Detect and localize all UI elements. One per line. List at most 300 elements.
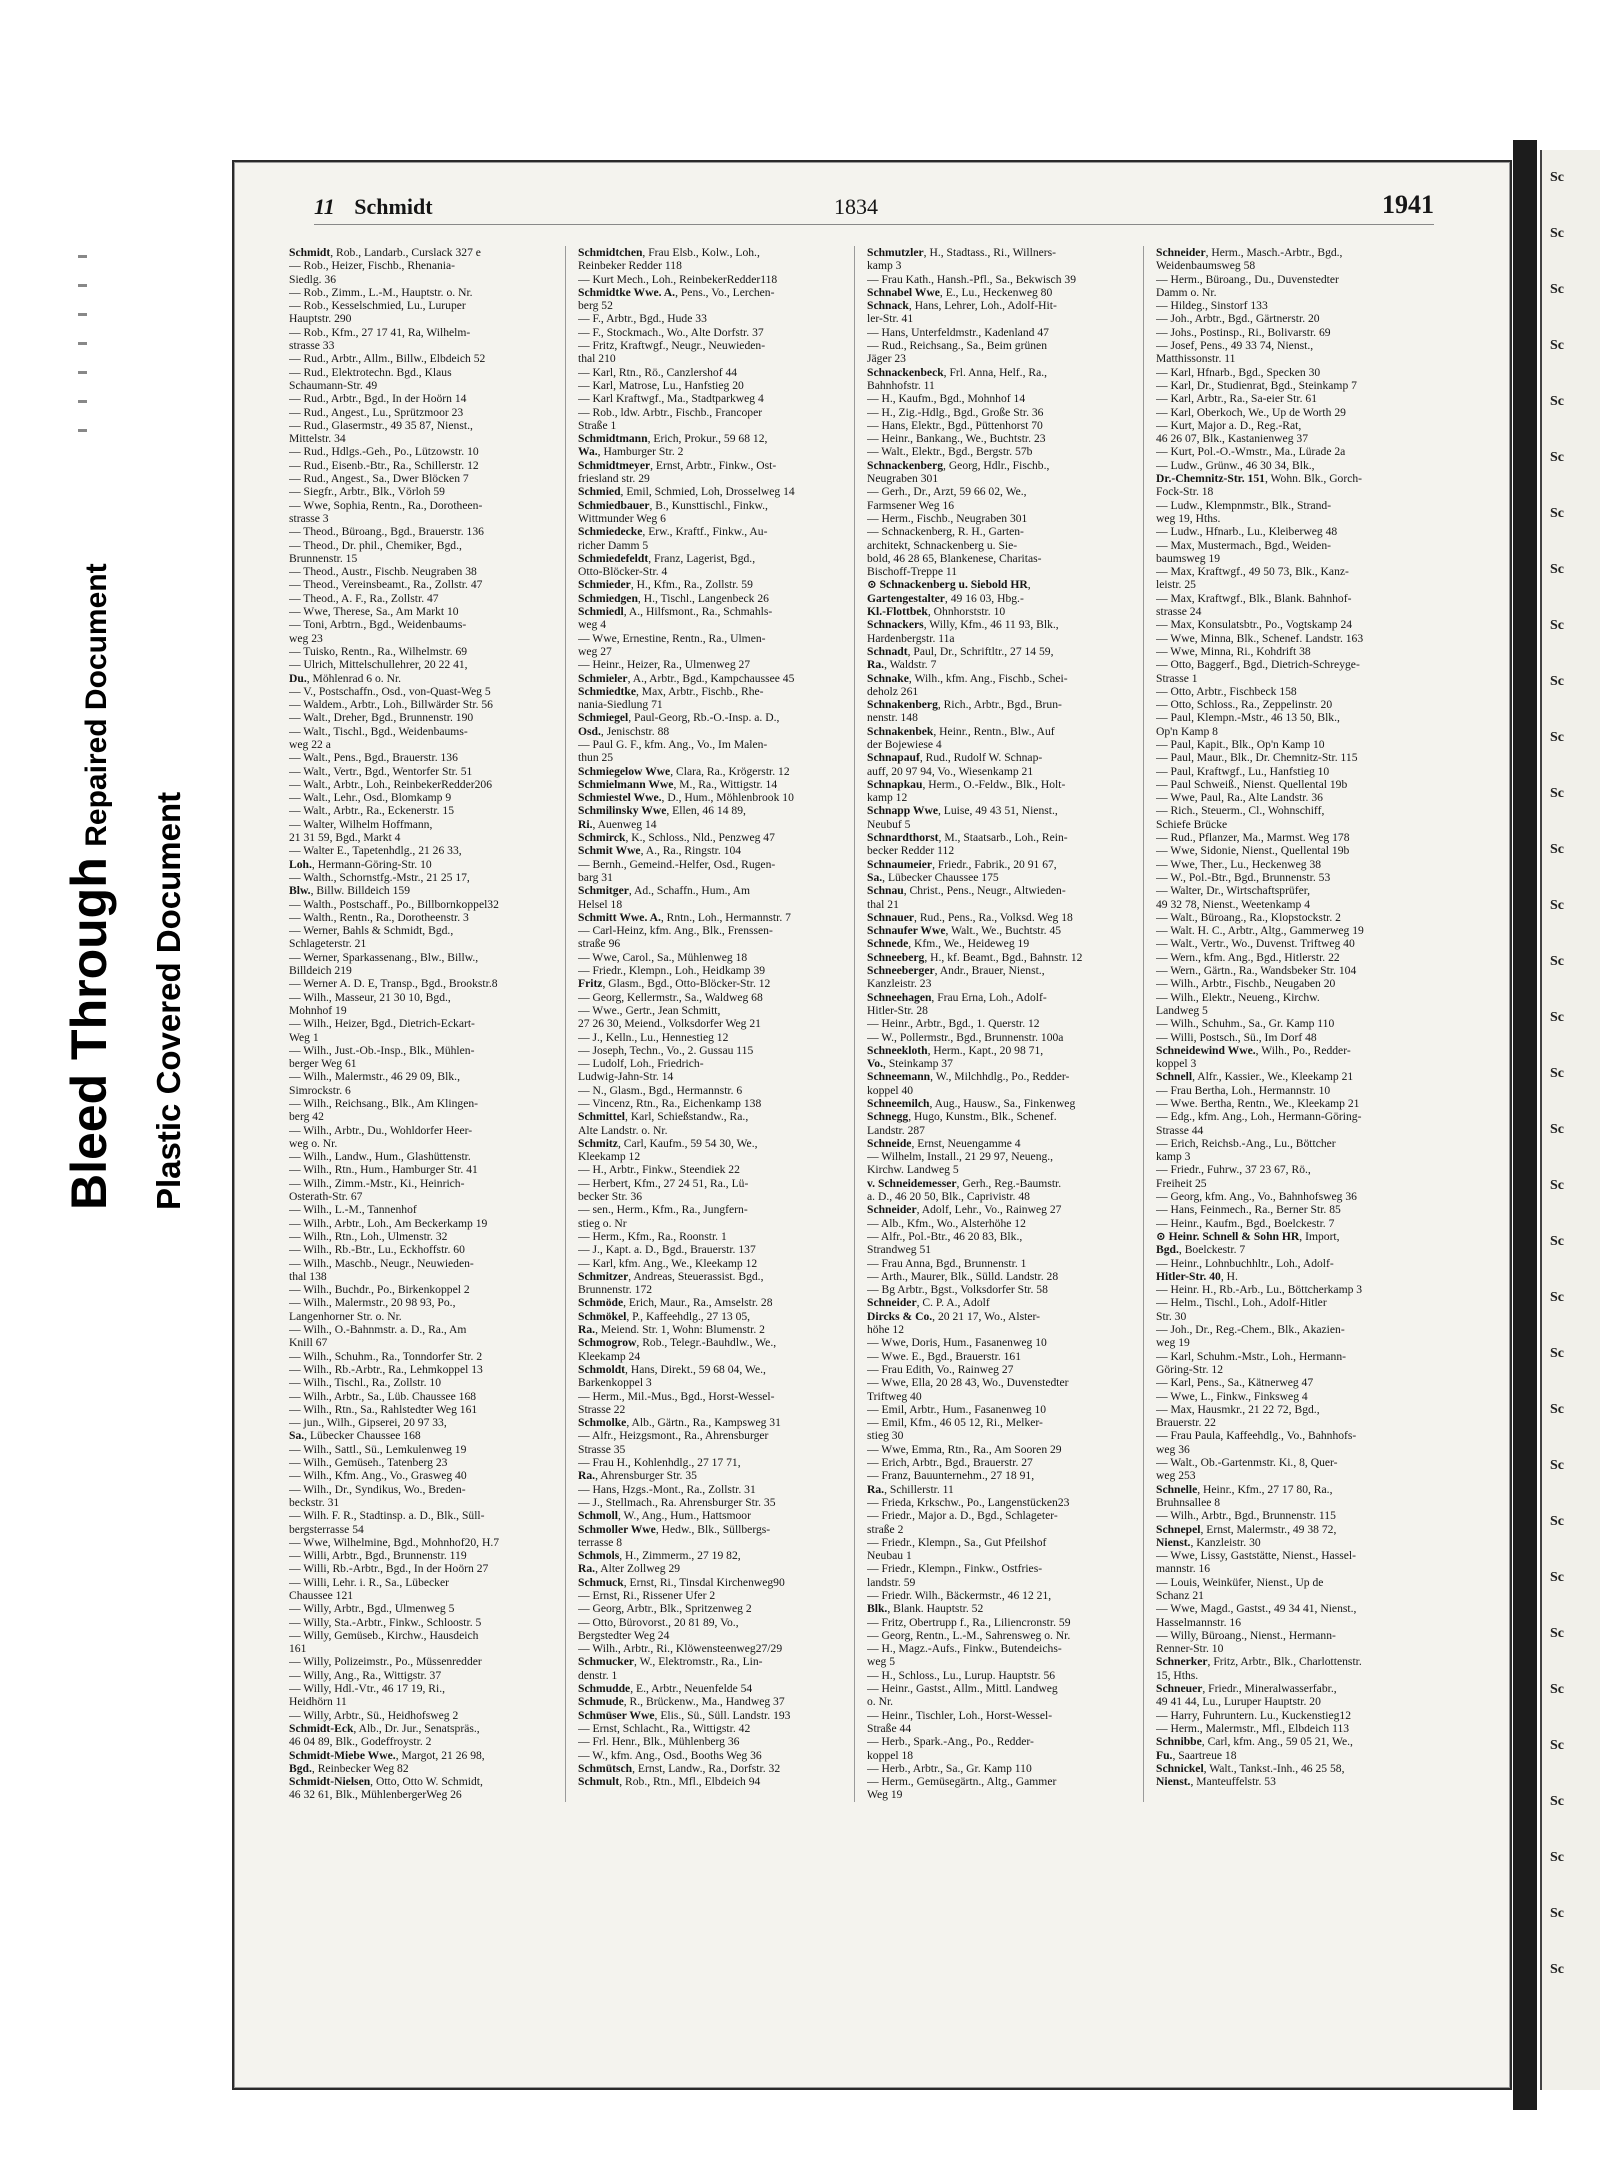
directory-entry-line: — Walt., Vertr., Bgd., Wentorfer Str. 51 — [289, 764, 473, 778]
directory-entry-line: Schmuck, Ernst, Ri., Tinsdal Kirchenweg90 — [578, 1575, 785, 1589]
directory-entry-line: — Carl-Heinz, kfm. Ang., Blk., Frenssen- — [578, 924, 773, 938]
directory-entry-line: 49 41 44, Lu., Luruper Hauptstr. 20 — [1156, 1695, 1321, 1709]
directory-entry-line: baumsweg 19 — [1156, 551, 1221, 565]
next-page-letter: Sc — [1550, 1234, 1564, 1249]
directory-entry-line: — Rud., Eisenb.-Btr., Ra., Schillerstr. 12 — [289, 458, 479, 472]
next-page-letter: Sc — [1550, 226, 1564, 241]
directory-entry-line: Schmütsch, Ernst, Landw., Ra., Dorfstr. 32 — [578, 1761, 781, 1775]
directory-entry-line: — Wilh., Elektr., Neueng., Kirchw. — [1156, 990, 1320, 1004]
directory-entry-line: — Georg, Arbtr., Blk., Spritzenweg 2 — [578, 1602, 752, 1616]
margin-dashes — [78, 255, 108, 458]
directory-entry-line: — Wwe, Magd., Gastst., 49 34 41, Nienst., — [1156, 1602, 1357, 1616]
directory-entry-line: Strandweg 51 — [867, 1243, 932, 1257]
directory-entry-line: Schmudde, E., Arbtr., Neuenfelde 54 — [578, 1682, 753, 1696]
directory-entry-line: — Georg, Kellermstr., Sa., Waldweg 68 — [578, 990, 763, 1004]
directory-entry-line: — Willy, Hdl.-Vtr., 46 17 19, Ri., — [289, 1682, 446, 1696]
directory-entry-line: — Herm., Büroang., Du., Duvenstedter — [1156, 272, 1339, 286]
directory-entry-line: — Helm., Tischl., Loh., Adolf-Hitler — [1156, 1296, 1327, 1310]
directory-entry-line: — Wwe. E., Bgd., Brauerstr. 161 — [867, 1349, 1022, 1363]
directory-entry-line: höhe 12 — [867, 1323, 905, 1337]
directory-entry-line: becker Str. 36 — [578, 1190, 643, 1204]
next-page-letter: Sc — [1550, 786, 1564, 801]
next-page-letter: Sc — [1550, 1906, 1564, 1921]
directory-entry-line: Schmidtmeyer, Ernst, Arbtr., Finkw., Ost- — [578, 458, 777, 472]
directory-entry-line: — Walt., Büroang., Ra., Klopstockstr. 2 — [1156, 910, 1341, 924]
directory-entry-line: — Toni, Arbtrn., Bgd., Weidenbaums- — [289, 618, 467, 632]
next-page-letter: Sc — [1550, 898, 1564, 913]
directory-entry-line: — Rud., Hdlgs.-Geh., Po., Lützowstr. 10 — [289, 445, 479, 459]
directory-entry-line: — Siegfr., Arbtr., Blk., Vörloh 59 — [289, 485, 445, 499]
directory-entry-line: — Willy, Ang., Ra., Wittigstr. 37 — [289, 1668, 442, 1682]
directory-entry-line: 46 04 89, Blk., Godeffroystr. 2 — [289, 1735, 432, 1749]
next-page-letter: Sc — [1550, 674, 1564, 689]
directory-entry-line: — Willy, Sta.-Arbtr., Finkw., Schloostr. 5 — [289, 1615, 482, 1629]
directory-entry-line: Gartengestalter, 49 16 03, Hbg.- — [867, 591, 1024, 605]
directory-entry-line: strasse 33 — [289, 339, 335, 353]
directory-entry-line: — Max, Kraftwgf., Blk., Blank. Bahnhof- — [1156, 591, 1352, 605]
directory-entry-line: — Willi, Arbtr., Bgd., Brunnenstr. 119 — [289, 1549, 467, 1563]
directory-entry-line: Schmieler, A., Arbtr., Bgd., Kampchaussee 45 — [578, 671, 795, 685]
directory-entry-line: — Frl. Henr., Blk., Mühlenberg 36 — [578, 1735, 740, 1749]
directory-entry-line: Hasselmannstr. 16 — [1156, 1615, 1242, 1629]
directory-entry-line: — Louis, Weinküfer, Nienst., Up de — [1156, 1575, 1324, 1589]
directory-entry-line: — W., Pol.-Btr., Bgd., Brunnenstr. 53 — [1156, 870, 1331, 884]
directory-entry-line: — Frau Paula, Kaffeehdlg., Vo., Bahnhofs- — [1156, 1429, 1357, 1443]
directory-entry-line: — Wilh., Gemüseh., Tatenberg 23 — [289, 1456, 448, 1470]
directory-entry-line: Schnackers, Willy, Kfm., 46 11 93, Blk., — [867, 618, 1059, 632]
directory-entry-line: Nienst., Manteuffelstr. 53 — [1156, 1775, 1276, 1789]
directory-entry-line: 27 26 30, Meiend., Volksdorfer Weg 21 — [578, 1017, 761, 1031]
directory-entry-line: Schnede, Kfm., We., Heideweg 19 — [867, 937, 1030, 951]
directory-entry-line: — Frau Edith, Vo., Rainweg 27 — [867, 1362, 1014, 1376]
directory-entry-line: 49 32 78, Nienst., Weetenkamp 4 — [1156, 897, 1311, 911]
directory-entry-line: Schnelle, Heinr., Kfm., 27 17 80, Ra., — [1156, 1482, 1333, 1496]
directory-entry-line: Schmiedecke, Erw., Kraftf., Finkw., Au- — [578, 525, 768, 539]
directory-entry-line: — Karl, Matrose, Lu., Hanfstieg 20 — [578, 378, 744, 392]
directory-entry-line: strasse 3 — [289, 511, 329, 525]
directory-entry-line: Schmüser Wwe, Elis., Sü., Süll. Landstr. 193 — [578, 1708, 791, 1722]
directory-entry-line: — Herbert, Kfm., 27 24 51, Ra., Lü- — [578, 1176, 749, 1190]
directory-entry-line: — Karl, kfm. Ang., We., Kleekamp 12 — [578, 1256, 758, 1270]
directory-entry-line: Brunnenstr. 15 — [289, 551, 358, 565]
directory-entry-line: — Werner, Sparkassenang., Blw., Billw., — [289, 950, 479, 964]
condition-stamp — [60, 563, 187, 1210]
directory-entry-line: — Walter E., Tapetenhdlg., 21 26 33, — [289, 844, 462, 858]
next-page-letter: Sc — [1550, 394, 1564, 409]
directory-entry-line: — Wwe, Sidonie, Nienst., Quellental 19b — [1156, 844, 1350, 858]
directory-entry-line: — Waldem., Arbtr., Loh., Billwärder Str. 56 — [289, 698, 493, 712]
directory-entry-line: Schnegg, Hugo, Kunstm., Blk., Schenef. — [867, 1110, 1057, 1124]
directory-entry-line: — Fritz, Obertrupp f., Ra., Liliencronstr. 59 — [867, 1615, 1071, 1629]
directory-entry-line: Schmoldt, Hans, Direkt., 59 68 04, We., — [578, 1362, 766, 1376]
directory-entry-line: — Wilh., Maschb., Neugr., Neuwieden- — [289, 1256, 474, 1270]
directory-entry-line: Weg 19 — [867, 1788, 903, 1802]
directory-entry-line: Schmidt-Miebe Wwe., Margot, 21 26 98, — [289, 1748, 485, 1762]
directory-entry-line: Farmsener Weg 16 — [867, 498, 955, 512]
directory-entry-line: — Wilh., Just.-Ob.-Insp., Blk., Mühlen- — [289, 1043, 475, 1057]
directory-entry-line: Schnaumeier, Friedr., Fabrik., 20 91 67, — [867, 857, 1057, 871]
directory-entry-line: Neubau 1 — [867, 1549, 912, 1563]
directory-entry-line: — Walt. H. C., Arbtr., Altg., Gammerweg 19 — [1156, 924, 1364, 938]
directory-entry-line: Schneemilch, Aug., Hausw., Sa., Finkenweg — [867, 1097, 1076, 1110]
directory-entry-line: weg 22 a — [289, 737, 331, 751]
directory-entry-line: — Edg., kfm. Ang., Loh., Hermann-Göring- — [1156, 1110, 1362, 1124]
directory-entry-line: Sa., Lübecker Chaussee 168 — [289, 1429, 421, 1443]
directory-entry-line: Hitler-Str. 28 — [867, 1003, 928, 1017]
directory-column-4 — [1156, 246, 1433, 1802]
directory-entry-line: — Walt., Vertr., Wo., Duvenst. Triftweg 40 — [1156, 937, 1355, 951]
directory-entry-line: — Herm., Fischb., Neugraben 301 — [867, 511, 1028, 525]
directory-entry-line: — Heinr., Arbtr., Bgd., 1. Querstr. 12 — [867, 1017, 1040, 1031]
directory-entry-line: — Wwe, Minna, Blk., Schenef. Landstr. 163 — [1156, 631, 1364, 645]
directory-entry-line: Schmiedefeldt, Franz, Lagerist, Bgd., — [578, 551, 756, 565]
directory-entry-line: — Friedr., Klempn., Finkw., Ostfries- — [867, 1562, 1043, 1576]
directory-entry-line: Schmiegelow Wwe, Clara, Ra., Krögerstr. 12 — [578, 764, 790, 778]
directory-entry-line: — H., Magz.-Aufs., Finkw., Butendeichs- — [867, 1642, 1062, 1656]
directory-entry-line: — Frau H., Kohlenhdlg., 27 17 71, — [578, 1456, 741, 1470]
directory-entry-line: — Frau Bertha, Loh., Hermannstr. 10 — [1156, 1083, 1331, 1097]
directory-entry-line: Blw., Billw. Billdeich 159 — [289, 884, 410, 898]
directory-entry-line: — Rud., Angest., Lu., Sprützmoor 23 — [289, 405, 464, 419]
next-page-letter: Sc — [1550, 1682, 1564, 1697]
directory-entry-line: — Theod., Austr., Fischb. Neugraben 38 — [289, 565, 477, 579]
directory-entry-line: — Walter, Wilhelm Hoffmann, — [289, 817, 433, 831]
next-page-letter: Sc — [1550, 1570, 1564, 1585]
directory-entry-line: — Wilh., Arbtr., Sa., Lüb. Chaussee 168 — [289, 1389, 477, 1403]
directory-entry-line: — Willy, Arbtr., Bgd., Ulmenweg 5 — [289, 1602, 455, 1616]
directory-entry-line: — F., Arbtr., Bgd., Hude 33 — [578, 312, 707, 326]
directory-entry-line: Kleekamp 24 — [578, 1349, 641, 1363]
directory-entry-line: deholz 261 — [867, 684, 919, 698]
directory-entry-line: — Walt., Pens., Bgd., Brauerstr. 136 — [289, 751, 458, 765]
directory-entry-line: — Joseph, Techn., Vo., 2. Gussau 115 — [578, 1043, 754, 1057]
directory-entry-line: — Franz, Bauunternehm., 27 18 91, — [867, 1469, 1035, 1483]
next-page-letter: Sc — [1550, 450, 1564, 465]
directory-entry-line: Schnabel Wwe, E., Lu., Heckenweg 80 — [867, 285, 1053, 299]
directory-entry-line: thal 138 — [289, 1269, 327, 1283]
directory-entry-line: — Heinr., Kaufm., Bgd., Boelckestr. 7 — [1156, 1216, 1335, 1230]
directory-entry-line: — Frieda, Krkschw., Po., Langenstücken23 — [867, 1495, 1070, 1509]
directory-entry-line: — Wilh., Dr., Syndikus, Wo., Breden- — [289, 1482, 466, 1496]
directory-entry-line: — F., Stockmach., Wo., Alte Dorfstr. 37 — [578, 325, 764, 339]
page-header-left — [314, 194, 433, 220]
directory-entry-line: — Joh., Arbtr., Bgd., Gärtnerstr. 20 — [1156, 312, 1320, 326]
directory-entry-line: — Rud., Reichsang., Sa., Beim grünen — [867, 339, 1048, 353]
directory-entry-line: Schnell, Alfr., Kassier., We., Kleekamp 21 — [1156, 1070, 1354, 1084]
directory-entry-line: — Walth., Schornstfg.-Mstr., 21 25 17, — [289, 870, 470, 884]
directory-entry-line: — Hans, Feinmech., Ra., Berner Str. 85 — [1156, 1203, 1341, 1217]
directory-entry-line: koppel 18 — [867, 1748, 914, 1762]
directory-entry-line: Schmitzer, Andreas, Steuerassist. Bgd., — [578, 1269, 764, 1283]
directory-entry-line: weg 19, Hths. — [1156, 511, 1221, 525]
directory-entry-line: Schmiedgen, H., Tischl., Langenbeck 26 — [578, 591, 769, 605]
directory-entry-line: — Werner A. D. E, Transp., Bgd., Brookstr.8 — [289, 977, 498, 991]
directory-entry-line: Strasse 22 — [578, 1402, 626, 1416]
directory-entry-line: — Fritz, Kraftwgf., Neugr., Neuwieden- — [578, 339, 766, 353]
directory-entry-line: — Hildeg., Sinstorf 133 — [1156, 299, 1268, 313]
directory-entry-line: Schneider, Adolf, Lehr., Vo., Rainweg 27 — [867, 1203, 1062, 1217]
directory-entry-line: Bahnhofstr. 11 — [867, 378, 935, 392]
directory-column-3 — [867, 246, 1144, 1802]
directory-entry-line: — Ludw., Grünw., 46 30 34, Blk., — [1156, 458, 1315, 472]
directory-entry-line: — Ulrich, Mittelschullehrer, 20 22 41, — [289, 658, 468, 672]
next-page-letter: Sc — [1550, 170, 1564, 185]
directory-entry-line: berg 52 — [578, 299, 613, 313]
directory-entry-line: Schnake, Wilh., kfm. Ang., Fischb., Schei- — [867, 671, 1068, 685]
directory-entry-line: 46 32 61, Blk., MühlenbergerWeg 26 — [289, 1788, 462, 1802]
directory-entry-line: — Wwe., Gertr., Jean Schmitt, — [578, 1003, 721, 1017]
directory-column-2 — [578, 246, 855, 1802]
directory-entry-line: — Wilh., Kfm. Ang., Vo., Grasweg 40 — [289, 1469, 467, 1483]
directory-entry-line: Chaussee 121 — [289, 1588, 354, 1602]
directory-entry-line: Schmittel, Karl, Schießstandw., Ra., — [578, 1110, 749, 1124]
directory-entry-line: 161 — [289, 1642, 307, 1656]
directory-columns — [289, 246, 1439, 1802]
directory-entry-line: Schneemann, W., Milchhdlg., Po., Redder- — [867, 1070, 1070, 1084]
directory-entry-line: — Rud., Angest., Sa., Dwer Blöcken 7 — [289, 472, 469, 486]
directory-entry-line: — Rich., Steuerm., Cl., Wohnschiff, — [1156, 804, 1325, 818]
directory-entry-line: Schneehagen, Frau Erna, Loh., Adolf- — [867, 990, 1047, 1004]
directory-entry-line: thal 21 — [867, 897, 899, 911]
directory-entry-line: — Herb., Arbtr., Sa., Gr. Kamp 110 — [867, 1761, 1032, 1775]
directory-entry-line: richer Damm 5 — [578, 538, 649, 552]
directory-entry-line: — Walt., Ob.-Gartenmstr. Ki., 8, Quer- — [1156, 1456, 1338, 1470]
directory-entry-line: — Walth., Postschaff., Po., Billbornkoppel32 — [289, 897, 499, 911]
directory-entry-line: Neugraben 301 — [867, 472, 939, 486]
next-page-letter: Sc — [1550, 506, 1564, 521]
directory-entry-line: Ludwig-Jahn-Str. 14 — [578, 1070, 674, 1084]
directory-entry-line: Schmitz, Carl, Kaufm., 59 54 30, We., — [578, 1136, 758, 1150]
directory-entry-line: Fock-Str. 18 — [1156, 485, 1214, 499]
directory-entry-line: denstr. 1 — [578, 1668, 618, 1682]
directory-entry-line: — Wilh., Arbtr., Loh., Am Beckerkamp 19 — [289, 1216, 488, 1230]
directory-entry-line: Renner-Str. 10 — [1156, 1642, 1224, 1656]
directory-entry-line: — Kurt Mech., Loh., ReinbekerRedder118 — [578, 272, 778, 286]
directory-entry-line: Schmidt-Nielsen, Otto, Otto W. Schmidt, — [289, 1775, 483, 1789]
directory-entry-line: Schnibbe, Carl, kfm. Ang., 59 05 21, We., — [1156, 1735, 1353, 1749]
directory-entry-line: — Wilh., Arbtr., Du., Wohldorfer Heer- — [289, 1123, 473, 1137]
directory-entry-line: — Wilh. F. R., Stadtinsp. a. D., Blk., Süll- — [289, 1509, 485, 1523]
directory-entry-line: — Bernh., Gemeind.-Helfer, Osd., Rugen- — [578, 857, 776, 871]
directory-entry-line: Weg 1 — [289, 1030, 319, 1044]
directory-entry-line: Schiefe Brücke — [1156, 817, 1228, 831]
directory-entry-line: — Wwe, L., Finkw., Finksweg 4 — [1156, 1389, 1308, 1403]
directory-entry-line: — Wilh., Landw., Hum., Glashüttenstr. — [289, 1150, 471, 1164]
directory-entry-line: beckstr. 31 — [289, 1495, 340, 1509]
directory-entry-line: Schmidtchen, Frau Elsb., Kolw., Loh., — [578, 246, 760, 259]
directory-entry-line: Vo., Steinkamp 37 — [867, 1057, 953, 1071]
directory-entry-line: a. D., 46 20 50, Blk., Caprivistr. 48 — [867, 1190, 1030, 1204]
directory-entry-line: — Paul, Kraftwgf., Lu., Hanfstieg 10 — [1156, 764, 1330, 778]
directory-entry-line: Fu., Saartreue 18 — [1156, 1748, 1237, 1762]
directory-entry-line: — N., Glasm., Bgd., Hermannstr. 6 — [578, 1083, 743, 1097]
directory-entry-line: — Wilh., Tischl., Ra., Zollstr. 10 — [289, 1376, 441, 1390]
directory-entry-line: Schnauer, Rud., Pens., Ra., Volksd. Weg 18 — [867, 910, 1073, 924]
directory-entry-line: Schmiedl, A., Hilfsmont., Ra., Schmahls- — [578, 605, 773, 619]
directory-entry-line: — Walth., Rentn., Ra., Dorotheenstr. 3 — [289, 910, 469, 924]
page-number: 1834 — [834, 194, 878, 219]
directory-entry-line: — Friedr., Fuhrw., 37 23 67, Rö., — [1156, 1163, 1311, 1177]
directory-entry-line: — Hans, Hzgs.-Mont., Ra., Zollstr. 31 — [578, 1482, 756, 1496]
directory-entry-line: Weidenbaumsweg 58 — [1156, 259, 1256, 273]
directory-entry-line: Ra., Meiend. Str. 1, Wohn: Blumenstr. 2 — [578, 1323, 765, 1337]
directory-entry-line: — Heinr., Heizer, Ra., Ulmenweg 27 — [578, 658, 751, 672]
directory-entry-line: — Paul, Maur., Blk., Dr. Chemnitz-Str. 115 — [1156, 751, 1358, 765]
directory-entry-line: Schneider, Herm., Masch.-Arbtr., Bgd., — [1156, 246, 1343, 259]
directory-entry-line: Schnaufer Wwe, Walt., We., Buchtstr. 45 — [867, 924, 1062, 938]
directory-entry-line: Ri., Auenweg 14 — [578, 817, 657, 831]
directory-entry-line: Schnadt, Paul, Dr., Schriftltr., 27 14 59, — [867, 644, 1054, 658]
directory-entry-line: — Wern., Gärtn., Ra., Wandsbeker Str. 104 — [1156, 964, 1357, 978]
directory-entry-line: — Walt., Elektr., Bgd., Bergstr. 57b — [867, 445, 1033, 459]
next-page-letter: Sc — [1550, 842, 1564, 857]
directory-entry-line: Schnapauf, Rud., Rudolf W. Schnap- — [867, 751, 1043, 765]
directory-entry-line: Alte Landstr. o. Nr. — [578, 1123, 668, 1137]
directory-entry-line: Strasse 35 — [578, 1442, 626, 1456]
directory-entry-line: Strasse 1 — [1156, 671, 1198, 685]
directory-entry-line: — Herm., Malermstr., Mfl., Elbdeich 113 — [1156, 1721, 1350, 1735]
directory-entry-line: — Heinr., Gastst., Allm., Mittl. Landweg — [867, 1682, 1058, 1696]
directory-entry-line: weg 253 — [1156, 1469, 1196, 1483]
directory-entry-line: Du., Möhlenrad 6 o. Nr. — [289, 671, 402, 685]
directory-entry-line: — Ludw., Klempnmstr., Blk., Strand- — [1156, 498, 1332, 512]
directory-entry-line: Hitler-Str. 40, H. — [1156, 1269, 1238, 1283]
directory-entry-line: Str. 30 — [1156, 1309, 1187, 1323]
directory-entry-line: — Rob., ldw. Arbtr., Fischb., Francoper — [578, 405, 763, 419]
directory-entry-line: Dr.-Chemnitz-Str. 151, Wohn. Blk., Gorch- — [1156, 472, 1363, 486]
repaired-document-label: Repaired Document — [80, 563, 113, 847]
directory-entry-line: — Josef, Pens., 49 33 74, Nienst., — [1156, 339, 1314, 353]
directory-entry-line: Schmirck, K., Schloss., Nld., Penzweg 47 — [578, 831, 775, 845]
directory-entry-line: — Wwe, Carol., Sa., Mühlenweg 18 — [578, 950, 748, 964]
directory-entry-line: leistr. 25 — [1156, 578, 1196, 592]
directory-entry-line: Ra., Waldstr. 7 — [867, 658, 937, 672]
directory-entry-line: Otto-Blöcker-Str. 4 — [578, 565, 668, 579]
directory-entry-line: — Karl, Dr., Studienrat, Bgd., Steinkamp 7 — [1156, 378, 1357, 392]
directory-entry-line: — Friedr. Wilh., Bäckermstr., 46 12 21, — [867, 1588, 1052, 1602]
directory-entry-line: bold, 46 28 65, Blankenese, Charitas- — [867, 551, 1042, 565]
next-page-letter: Sc — [1550, 1850, 1564, 1865]
directory-entry-line: — Wilh., Arbtr., Bgd., Brunnenstr. 115 — [1156, 1509, 1336, 1523]
next-page-letter: Sc — [1550, 1962, 1564, 1977]
directory-entry-line: — Walt., Lehr., Osd., Blomkamp 9 — [289, 791, 452, 805]
directory-entry-line: koppel 40 — [867, 1083, 914, 1097]
directory-entry-line: Heidhörn 11 — [289, 1695, 347, 1709]
directory-entry-line: weg 36 — [1156, 1442, 1190, 1456]
directory-entry-line: Brauerstr. 22 — [1156, 1416, 1216, 1430]
directory-entry-line: Schmielmann Wwe, M., Ra., Wittigstr. 14 — [578, 777, 778, 791]
directory-entry-line: Schmogrow, Rob., Telegr.-Bauhdlw., We., — [578, 1336, 777, 1350]
directory-entry-line: Helsel 18 — [578, 897, 623, 911]
directory-entry-line: — W., Pollermstr., Bgd., Brunnenstr. 100a — [867, 1030, 1064, 1044]
next-page-letter: Sc — [1550, 1066, 1564, 1081]
directory-entry-line: — Gerh., Dr., Arzt, 59 66 02, We., — [867, 485, 1027, 499]
directory-entry-line: — Wilh., Arbtr., Fischb., Neugaben 20 — [1156, 977, 1336, 991]
directory-entry-line: Siedlg. 36 — [289, 272, 337, 286]
directory-entry-line: Wa., Hamburger Str. 2 — [578, 445, 684, 459]
directory-entry-line: — Wwe. Bertha, Rentn., We., Kleekamp 21 — [1156, 1097, 1360, 1110]
directory-entry-line: Schmitger, Ad., Schaffn., Hum., Am — [578, 884, 751, 898]
directory-entry-line: Schmoll, W., Ang., Hum., Hattsmoor — [578, 1509, 751, 1523]
directory-entry-line: Blk., Blank. Hauptstr. 52 — [867, 1602, 984, 1616]
next-page-letter: Sc — [1550, 1402, 1564, 1417]
directory-entry-line: mannstr. 16 — [1156, 1562, 1211, 1576]
directory-entry-line: — Willy, Arbtr., Sü., Heidhofsweg 2 — [289, 1708, 459, 1722]
directory-entry-line: — Hans, Unterfeldmstr., Kadenland 47 — [867, 325, 1049, 339]
directory-entry-line: Osd., Jenischstr. 88 — [578, 724, 670, 738]
directory-entry-line: Kanzleistr. 23 — [867, 977, 932, 991]
directory-entry-line: Triftweg 40 — [867, 1389, 922, 1403]
page-header-name: Schmidt — [354, 194, 433, 219]
directory-entry-line: — Wilh., L.-M., Tannenhof — [289, 1203, 417, 1217]
directory-entry-line: Schlageterstr. 21 — [289, 937, 367, 951]
directory-entry-line: becker Redder 112 — [867, 844, 955, 858]
directory-entry-line: ler-Str. 41 — [867, 312, 914, 326]
next-page-letter: Sc — [1550, 338, 1564, 353]
directory-entry-line: berg 42 — [289, 1110, 324, 1124]
directory-entry-line: — Schnackenberg, R. H., Garten- — [867, 525, 1024, 539]
directory-entry-line: Straße 44 — [867, 1721, 912, 1735]
directory-entry-line: der Bojewiese 4 — [867, 737, 942, 751]
directory-entry-line: — Willy, Gemüseb., Kirchw., Hausdeich — [289, 1628, 479, 1642]
directory-entry-line: — Tuisko, Rentn., Ra., Wilhelmstr. 69 — [289, 644, 468, 658]
next-page-letter: Sc — [1550, 1122, 1564, 1137]
directory-entry-line: — Walt., Dreher, Bgd., Brunnenstr. 190 — [289, 711, 474, 725]
directory-entry-line: weg o. Nr. — [289, 1136, 338, 1150]
directory-entry-line: — Heinr., Tischler, Loh., Horst-Wessel- — [867, 1708, 1053, 1722]
directory-entry-line: Brunnenstr. 172 — [578, 1283, 653, 1297]
directory-entry-line: koppel 3 — [1156, 1057, 1197, 1071]
directory-entry-line: — Karl, Rtn., Rö., Canzlershof 44 — [578, 365, 738, 379]
directory-entry-line: Schnapp Wwe, Luise, 49 43 51, Nienst., — [867, 804, 1058, 818]
directory-entry-line: Schnackenbeck, Frl. Anna, Helf., Ra., — [867, 365, 1048, 379]
directory-entry-line: — Ludw., Hfnarb., Lu., Kleiberweg 48 — [1156, 525, 1338, 539]
directory-entry-line: Schneekloth, Herm., Kapt., 20 98 71, — [867, 1043, 1044, 1057]
next-page-letter: Sc — [1550, 562, 1564, 577]
directory-entry-line: — Wwe, Ther., Lu., Heckenweg 38 — [1156, 857, 1322, 871]
directory-entry-line: — Rud., Arbtr., Bgd., In der Hoörn 14 — [289, 392, 467, 406]
directory-entry-line: Freiheit 25 — [1156, 1176, 1207, 1190]
directory-entry-line: Damm o. Nr. — [1156, 285, 1217, 299]
directory-entry-line: Schnickel, Walt., Tankst.-Inh., 46 25 58, — [1156, 1761, 1345, 1775]
directory-entry-line: — Walt., Arbtr., Ra., Eckenerstr. 15 — [289, 804, 454, 818]
directory-entry-line: Schnau, Christ., Pens., Neugr., Altwieden- — [867, 884, 1066, 898]
directory-entry-line: — Emil, Arbtr., Hum., Fasanenweg 10 — [867, 1402, 1047, 1416]
directory-entry-line: — Rud., Glasermstr., 49 35 87, Nienst., — [289, 418, 473, 432]
directory-entry-line: — Willi, Rb.-Arbtr., Bgd., In der Hoörn 27 — [289, 1562, 489, 1576]
directory-entry-line: ⊙ Schnackenberg u. Siebold HR, — [867, 578, 1031, 592]
directory-entry-line: — Walt., Tischl., Bgd., Weidenbaums- — [289, 724, 468, 738]
directory-entry-line: — Wwe, Sophia, Rentn., Ra., Dorotheen- — [289, 498, 483, 512]
directory-entry-line: — Rud., Arbtr., Allm., Billw., Elbdeich 52 — [289, 352, 486, 366]
directory-entry-line: Jäger 23 — [867, 352, 906, 366]
directory-entry-line: Neubuf 5 — [867, 817, 911, 831]
directory-entry-line: Schmiestel Wwe., D., Hum., Möhlenbrook 10 — [578, 791, 794, 805]
directory-entry-line: weg 23 — [289, 631, 323, 645]
next-page-letter: Sc — [1550, 1010, 1564, 1025]
next-page-letter: Sc — [1550, 1514, 1564, 1529]
directory-entry-line: — Willy, Polizeimstr., Po., Müssenredder — [289, 1655, 482, 1669]
directory-entry-line: — Willy, Büroang., Nienst., Hermann- — [1156, 1628, 1336, 1642]
directory-entry-line: weg 5 — [867, 1655, 896, 1669]
directory-entry-line: — Erich, Reichsb.-Ang., Lu., Böttcher — [1156, 1136, 1336, 1150]
directory-entry-line: Schmidtmann, Erich, Prokur., 59 68 12, — [578, 432, 768, 446]
directory-entry-line: — Frau Kath., Hansh.-Pfl., Sa., Bekwisch 39 — [867, 272, 1076, 286]
directory-entry-line: kamp 3 — [1156, 1150, 1191, 1164]
directory-entry-line: — Wwe, Therese, Sa., Am Markt 10 — [289, 605, 459, 619]
directory-entry-line: — jun., Wilh., Gipserei, 20 97 33, — [289, 1416, 447, 1430]
directory-entry-line: — Max, Kraftwgf., 49 50 73, Blk., Kanz- — [1156, 565, 1349, 579]
